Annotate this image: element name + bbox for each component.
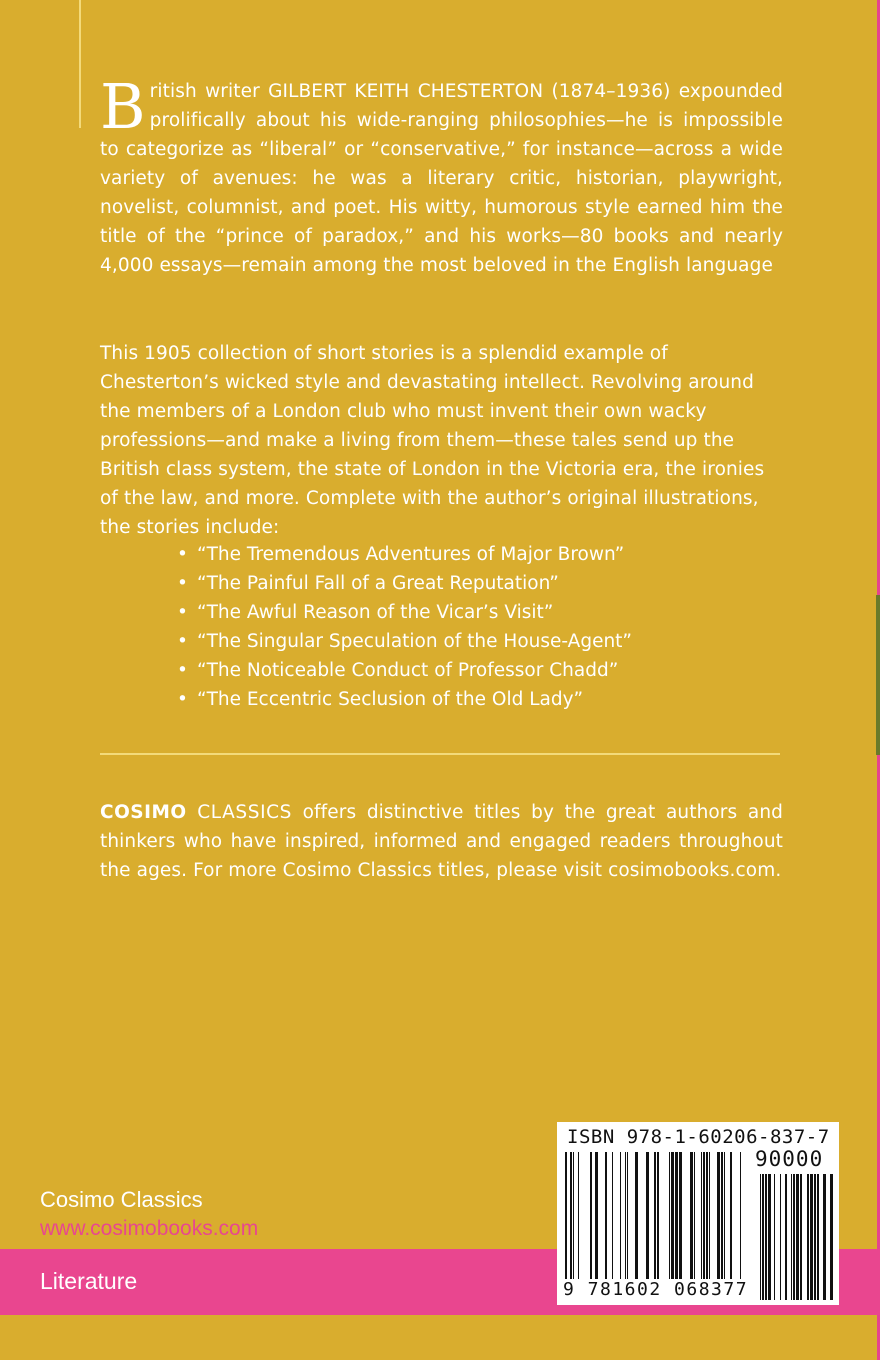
isbn-label: ISBN 978-1-60206-837-7 [567, 1126, 830, 1148]
category-label: Literature [40, 1268, 138, 1294]
publisher-website[interactable]: www.cosimobooks.com [40, 1217, 259, 1240]
list-item: • “The Noticeable Conduct of Professor Chadd” [175, 656, 632, 685]
cover-edge-strip [876, 595, 880, 755]
list-item: • “The Tremendous Adventures of Major Brown” [175, 540, 632, 569]
top-left-rule [79, 0, 81, 128]
list-item: • “The Singular Speculation of the House-Agent” [175, 627, 632, 656]
author-intro-text: ritish writer GILBERT KEITH CHESTERTON (1874–1936) expounded prolifically about his wide-ranging philosophies—he is impossible to categorize as “liberal” or “conservative,” for instance—across a wide variety of avenues: he was a literary critic, historian, playwright, novelist, columnist, and poet. His witty, humorous style earned him the title of the “prince of paradox,” and his works—80 books and nearly 4,000 essays—remain among the most beloved in the English language [100, 81, 783, 276]
book-description: This 1905 collection of short stories is a splendid example of Chesterton’s wicked style and devastating intellect. Revolving around the members of a London club who must invent their own wacky professions—and make a living from them—these tales send up the British class system, the state of London in the Victoria era, the ironies of the law, and more. Complete with the author’s original illustrations, the stories include: [100, 343, 765, 538]
brand-cosimo: COSIMO [100, 802, 187, 823]
section-divider [100, 753, 780, 755]
drop-cap: B [100, 70, 146, 143]
publisher-blurb-text: offers distinctive titles by the great authors and thinkers who have inspired, informed and engaged readers throughout the ages. For more Cosimo Classics titles, please visit cosimobooks.com. [100, 802, 783, 881]
barcode-digits: 9 781602 068377 [563, 1279, 749, 1300]
barcode-panel [557, 1122, 839, 1305]
price-code: 90000 [755, 1147, 824, 1171]
story-list [175, 540, 632, 714]
list-item: • “The Painful Fall of a Great Reputation” [175, 569, 632, 598]
brand-classics: CLASSICS [197, 802, 292, 823]
list-item: • “The Eccentric Seclusion of the Old Lady” [175, 685, 632, 714]
publisher-blurb [100, 798, 783, 885]
list-item: • “The Awful Reason of the Vicar’s Visit” [175, 598, 632, 627]
author-intro-paragraph [100, 70, 783, 280]
series-name: Cosimo Classics [40, 1187, 203, 1212]
